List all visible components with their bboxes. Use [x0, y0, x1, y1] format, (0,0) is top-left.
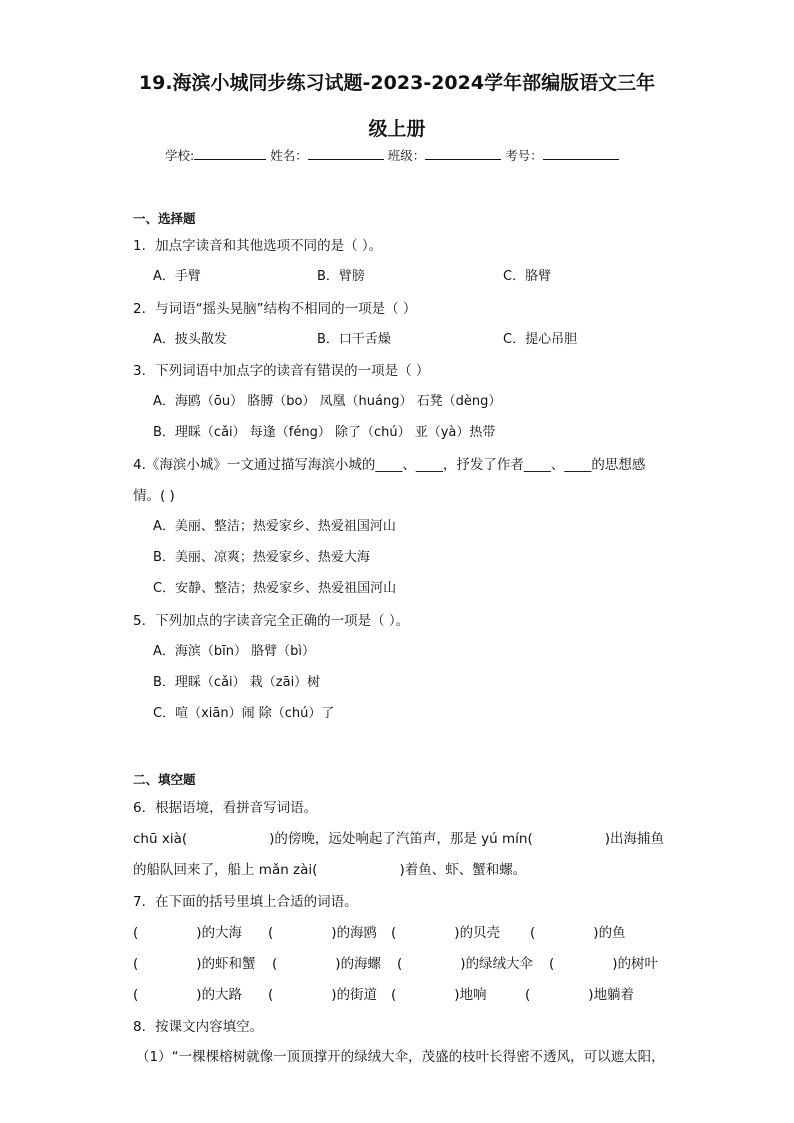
class-blank[interactable]: [425, 146, 501, 160]
q2-option-b[interactable]: B．口干舌燥: [317, 332, 391, 347]
q7-item[interactable]: ( )的街道: [268, 987, 378, 1003]
question-3-stem: 3．下列词语中加点字的读音有错误的一项是（ ）: [133, 363, 430, 379]
q7-item[interactable]: ( )地躺着: [525, 987, 635, 1003]
class-label: 班级：: [387, 148, 426, 163]
name-label: 姓名：: [270, 148, 308, 163]
question-1-stem: 1．加点字读音和其他选项不同的是（ ）。: [133, 238, 383, 254]
q3-option-b[interactable]: B．理睬（cǎi） 每逢（féng） 除了（chú） 亚（yà）热带: [153, 425, 496, 440]
student-info-line: [165, 146, 619, 164]
q7-item[interactable]: ( )地响: [391, 987, 487, 1003]
q7-item[interactable]: ( )的树叶: [549, 956, 659, 972]
q6-text-2: )出海捕鱼: [604, 831, 665, 847]
q1-option-b[interactable]: B．臂膀: [317, 269, 365, 284]
q6-text-1: )的傍晚，远处响起了汽笛声，那是 yú mín(: [269, 831, 533, 847]
section-fill-heading: 二、填空题: [133, 772, 196, 787]
q4-option-a[interactable]: A．美丽、整洁；热爱家乡、热爱祖国河山: [153, 519, 396, 534]
q7-item[interactable]: ( )的大海: [133, 925, 243, 941]
q6-line1: [133, 827, 664, 847]
q2-option-a[interactable]: A．披头散发: [153, 332, 227, 347]
question-6-stem: 6．根据语境，看拼音写词语。: [133, 800, 318, 816]
page-title-line1: 19.海滨小城同步练习试题-2023-2024学年部编版语文三年: [138, 72, 656, 94]
q5-option-b[interactable]: B．理睬（cǎi） 栽（zāi）树: [153, 675, 321, 690]
q7-item[interactable]: ( )的贝壳: [391, 925, 501, 941]
question-2-stem: 2．与词语“摇头晃脑”结构不相同的一项是（ ）: [133, 301, 417, 317]
q6-pinyin-chuxia: chū xià(: [133, 831, 188, 847]
q3-option-a[interactable]: A．海鸥（ōu） 胳膊（bo） 凤凰（huáng） 石凳（dèng）: [153, 394, 502, 409]
q6-line2: [133, 858, 526, 878]
question-5-stem: 5．下列加点的字读音完全正确的一项是（ ）。: [133, 613, 410, 629]
q6-text-3: )着鱼、虾、蟹和螺。: [399, 862, 527, 878]
school-label: 学校:: [165, 148, 195, 163]
q7-item[interactable]: ( )的大路: [133, 987, 243, 1003]
q1-option-a[interactable]: A．手臂: [153, 269, 201, 284]
number-label: 考号：: [505, 148, 543, 163]
number-blank[interactable]: [543, 146, 619, 160]
q4-option-b[interactable]: B．美丽、凉爽；热爱家乡、热爱大海: [153, 550, 370, 565]
q6-pinyin-manzai: 的船队回来了，船上 mǎn zài(: [133, 862, 318, 878]
q1-option-c[interactable]: C．胳臂: [503, 269, 552, 284]
q7-item[interactable]: ( )的海螺: [272, 956, 382, 972]
q2-option-c[interactable]: C．提心吊胆: [503, 332, 578, 347]
name-blank[interactable]: [308, 146, 384, 160]
q7-item[interactable]: ( )的鱼: [530, 925, 626, 941]
q4-option-c[interactable]: C．安静、整洁；热爱家乡、热爱祖国河山: [153, 581, 397, 596]
q7-item[interactable]: ( )的绿绒大伞: [397, 956, 534, 972]
section-choice-heading: 一、选择题: [133, 211, 196, 226]
question-8-stem: 8．按课文内容填空。: [133, 1019, 264, 1035]
question-7-stem: 7．在下面的括号里填上合适的词语。: [133, 894, 358, 910]
question-4-stem-line1: 4.《海滨小城》一文通过描写海滨小城的____、____，抒发了作者____、____的思想感: [133, 457, 646, 473]
q5-option-a[interactable]: A．海滨（bīn） 胳臂（bì）: [153, 644, 315, 659]
q7-item[interactable]: ( )的海鸥: [268, 925, 378, 941]
q5-option-c[interactable]: C．喧（xiān）闹 除（chú）了: [153, 706, 335, 721]
q8-subquestion-1: （1）“一棵棵榕树就像一顶顶撑开的绿绒大伞，茂盛的枝叶长得密不透风，可以遮太阳，: [136, 1049, 665, 1065]
q7-item[interactable]: ( )的虾和蟹: [133, 956, 256, 972]
school-blank[interactable]: [194, 146, 266, 160]
page-title-line2: 级上册: [368, 118, 426, 140]
question-4-stem-line2: 情。( ): [133, 488, 175, 504]
